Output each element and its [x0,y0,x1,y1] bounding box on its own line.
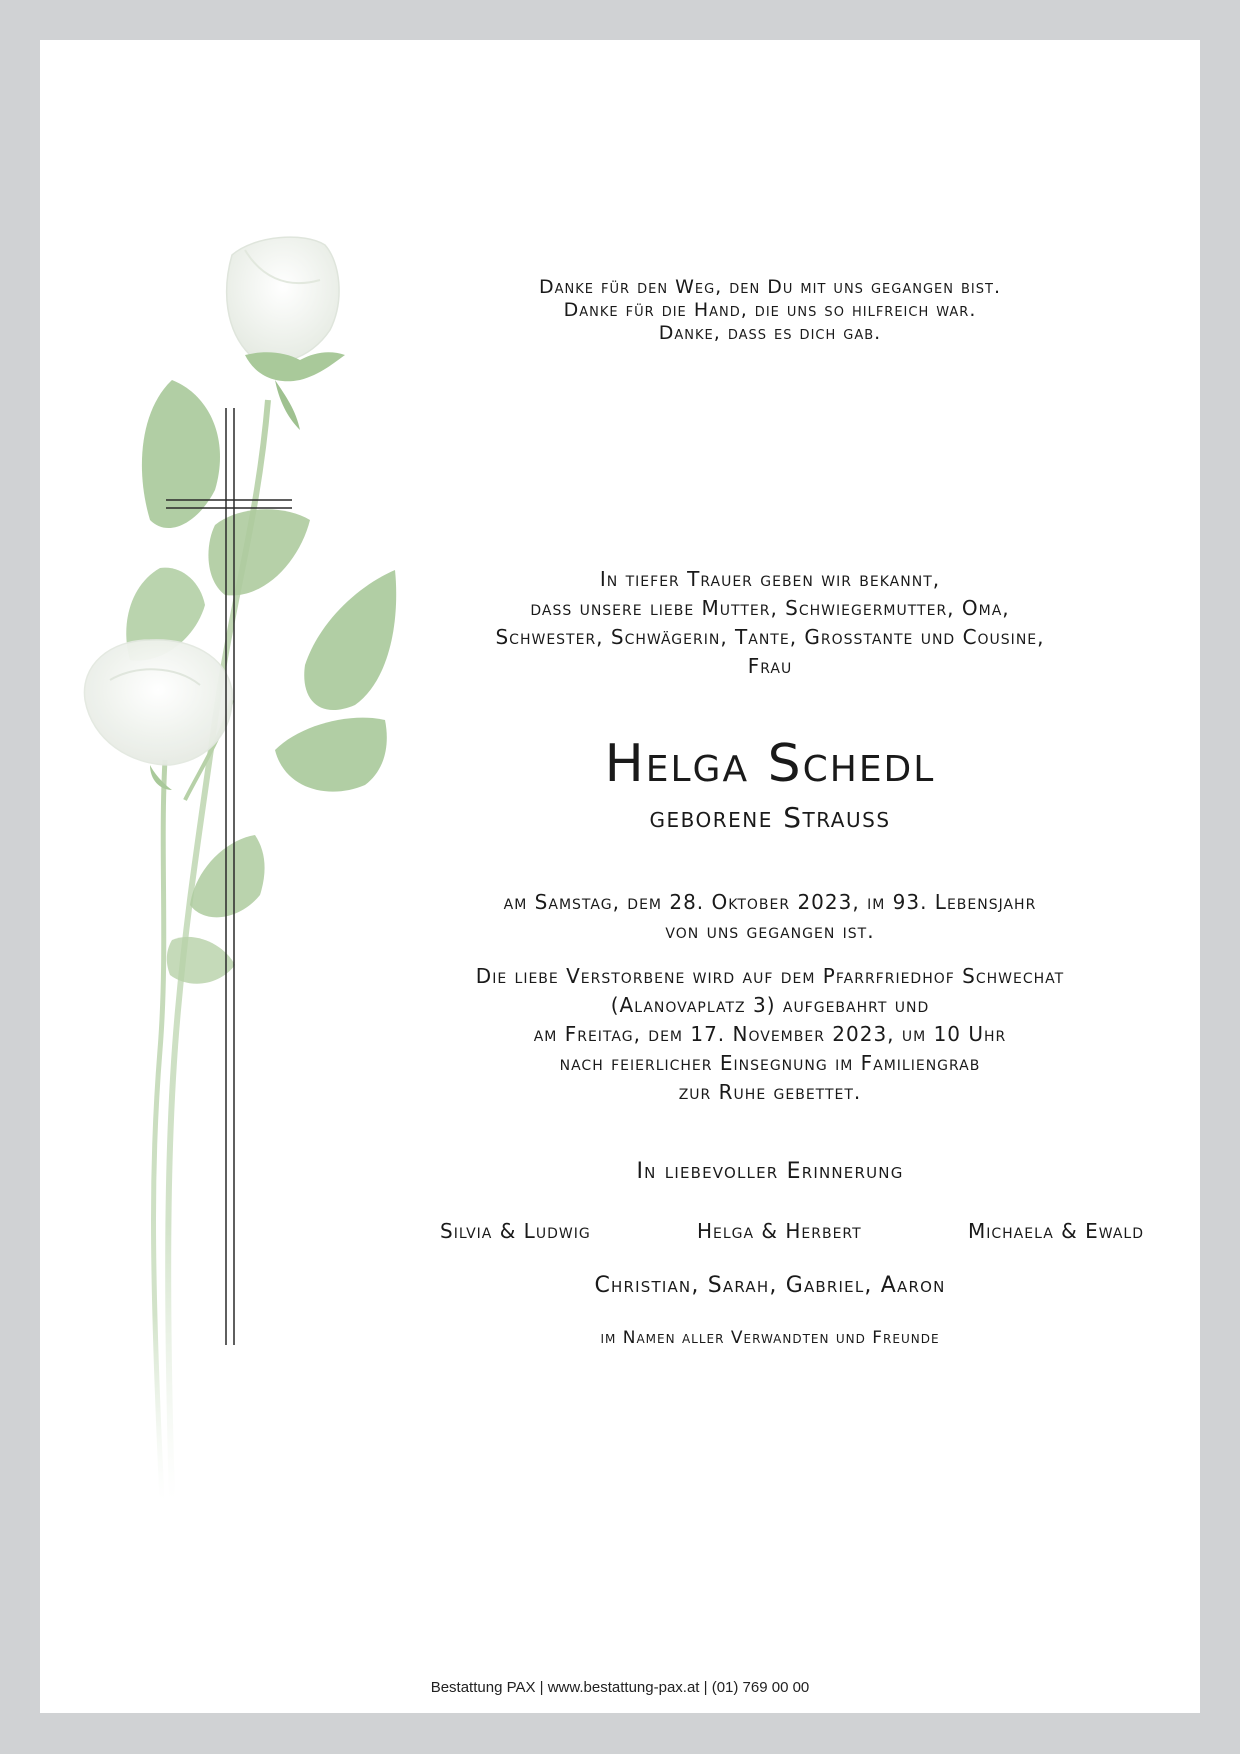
verse-line: Danke für den Weg, den Du mit uns gegangen bist. [539,276,1001,298]
grandchildren: Christian, Sarah, Gabriel, Aaron [594,1273,946,1298]
mourner-couple: Helga & Herbert [696,1219,862,1243]
announcement-line: Schwester, Schwägerin, Tante, Grosstante und Cousine, [495,625,1045,649]
funeral-line: am Freitag, dem 17. November 2023, um 10 Uhr [533,1022,1007,1046]
funeral-line: (Alanovaplatz 3) aufgebahrt und [610,993,930,1017]
birth-name: geborene Strauss [649,801,891,834]
death-notice-line: am Samstag, dem 28. Oktober 2023, im 93. Lebensjahr [503,890,1037,914]
relatives-note: im Namen aller Verwandten und Freunde [600,1328,940,1348]
footer-contact: Bestattung PAX | www.bestattung-pax.at | (01) 769 00 00 [430,1679,810,1696]
funeral-line: Die liebe Verstorbene wird auf dem Pfarrfriedhof Schwechat [475,964,1065,988]
mourner-couples [440,1217,1200,1245]
deceased-name: Helga Schedl [604,734,936,794]
announcement-line: Frau [747,654,793,678]
funeral-details [340,962,1200,1107]
verse-line: Danke, dass es dich gab. [658,322,882,344]
announcement-block [340,565,1200,681]
mourner-couple: Michaela & Ewald [967,1219,1144,1243]
announcement-line: In tiefer Trauer geben wir bekannt, [599,567,941,591]
memory-heading: In liebevoller Erinnerung [636,1159,904,1184]
death-notice [340,888,1200,946]
death-notice-line: von uns gegangen ist. [665,919,875,943]
verse-line: Danke für die Hand, die uns so hilfreich war. [563,299,977,321]
verse-block [340,276,1200,345]
announcement-line: dass unsere liebe Mutter, Schwiegermutter, Oma, [530,596,1010,620]
funeral-line: zur Ruhe gebettet. [678,1080,862,1104]
mourner-couple: Silvia & Ludwig [440,1219,591,1243]
funeral-line: nach feierlicher Einsegnung im Familiengrab [559,1051,981,1075]
